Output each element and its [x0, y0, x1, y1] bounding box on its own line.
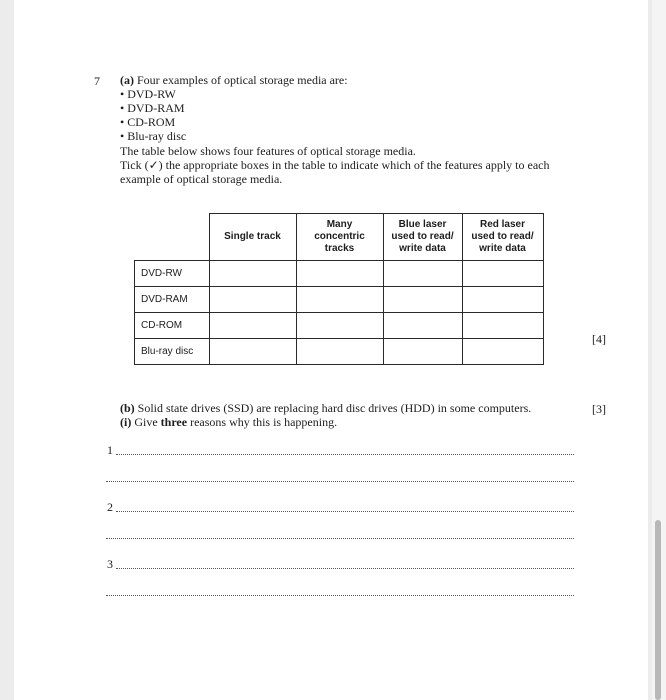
answer-line[interactable]	[106, 538, 574, 539]
scrollbar-thumb[interactable]	[655, 520, 661, 700]
answer-line[interactable]	[116, 511, 574, 512]
tick-box[interactable]	[462, 312, 543, 338]
tick-box[interactable]	[209, 338, 296, 364]
tick-box[interactable]	[296, 312, 383, 338]
table-row	[135, 312, 544, 338]
part-a-label: (a)	[120, 73, 134, 87]
instruction-line: The table below shows four features of optical storage media.	[120, 144, 416, 158]
header-text: Red laser	[479, 218, 526, 230]
example-item: • CD-ROM	[120, 115, 176, 129]
part-b-question: Solid state drives (SSD) are replacing hard disc drives (HDD) in some computers.	[137, 401, 532, 415]
example-label: DVD-RW	[127, 87, 176, 101]
row-label: DVD-RAM	[135, 286, 210, 312]
part-a-intro-text: Four examples of optical storage media are:	[137, 73, 348, 87]
header-text: write data	[479, 242, 526, 254]
header-red-laser	[462, 214, 543, 261]
answer-number: 3	[107, 557, 113, 571]
header-text: tracks	[324, 242, 355, 254]
example-label: CD-ROM	[127, 115, 176, 129]
part-b-i-text	[120, 416, 337, 428]
exam-page	[14, 0, 648, 700]
answer-number: 2	[107, 500, 113, 514]
table-row	[135, 286, 544, 312]
answer-line[interactable]	[116, 454, 574, 455]
tick-box[interactable]	[462, 260, 543, 286]
answer-line[interactable]	[106, 595, 574, 596]
tick-box[interactable]	[296, 260, 383, 286]
instruction-text: reasons why this is happening.	[187, 415, 338, 429]
example-item: • Blu-ray disc	[120, 129, 187, 143]
features-table	[134, 213, 544, 365]
header-single-track	[209, 214, 296, 261]
row-label: CD-ROM	[135, 312, 210, 338]
instruction-line: Tick (✓) the appropriate boxes in the table to indicate which of the features apply to each	[120, 158, 550, 172]
tick-box[interactable]	[383, 260, 462, 286]
part-b-text	[120, 402, 531, 414]
header-blue-laser	[383, 214, 462, 261]
row-label: Blu-ray disc	[135, 338, 210, 364]
table-corner	[135, 214, 210, 261]
part-a-intro	[120, 74, 348, 86]
question-number: 7	[94, 74, 100, 88]
example-label: Blu-ray disc	[127, 129, 187, 143]
answer-line[interactable]	[116, 568, 574, 569]
header-many-concentric-tracks	[296, 214, 383, 261]
example-label: DVD-RAM	[127, 101, 185, 115]
instruction-line: example of optical storage media.	[120, 172, 283, 186]
tick-box[interactable]	[209, 286, 296, 312]
header-text: Many	[326, 218, 353, 230]
row-label: DVD-RW	[135, 260, 210, 286]
table-row	[135, 338, 544, 364]
tick-box[interactable]	[383, 338, 462, 364]
header-text: used to read/	[391, 230, 454, 242]
tick-box[interactable]	[209, 312, 296, 338]
emphasis-text: three	[160, 415, 188, 429]
header-text: used to read/	[471, 230, 534, 242]
tick-box[interactable]	[383, 312, 462, 338]
header-text: concentric	[314, 230, 365, 242]
header-text: Blue laser	[398, 218, 447, 230]
part-b-i-label: (i)	[120, 415, 132, 429]
scrollbar[interactable]	[652, 0, 666, 700]
answer-line[interactable]	[106, 481, 574, 482]
tick-box[interactable]	[209, 260, 296, 286]
example-item: • DVD-RW	[120, 87, 176, 101]
answer-number: 1	[107, 443, 113, 457]
part-a-marks: [4]	[592, 332, 606, 346]
header-text: write data	[399, 242, 446, 254]
part-b-label: (b)	[120, 401, 135, 415]
tick-box[interactable]	[383, 286, 462, 312]
instruction-text: Give	[134, 415, 161, 429]
table-header-row	[135, 214, 544, 261]
header-text: Single track	[224, 230, 281, 242]
tick-box[interactable]	[296, 338, 383, 364]
table-row	[135, 260, 544, 286]
part-b-marks: [3]	[592, 402, 606, 416]
tick-box[interactable]	[462, 286, 543, 312]
example-item: • DVD-RAM	[120, 101, 185, 115]
tick-box[interactable]	[462, 338, 543, 364]
tick-box[interactable]	[296, 286, 383, 312]
